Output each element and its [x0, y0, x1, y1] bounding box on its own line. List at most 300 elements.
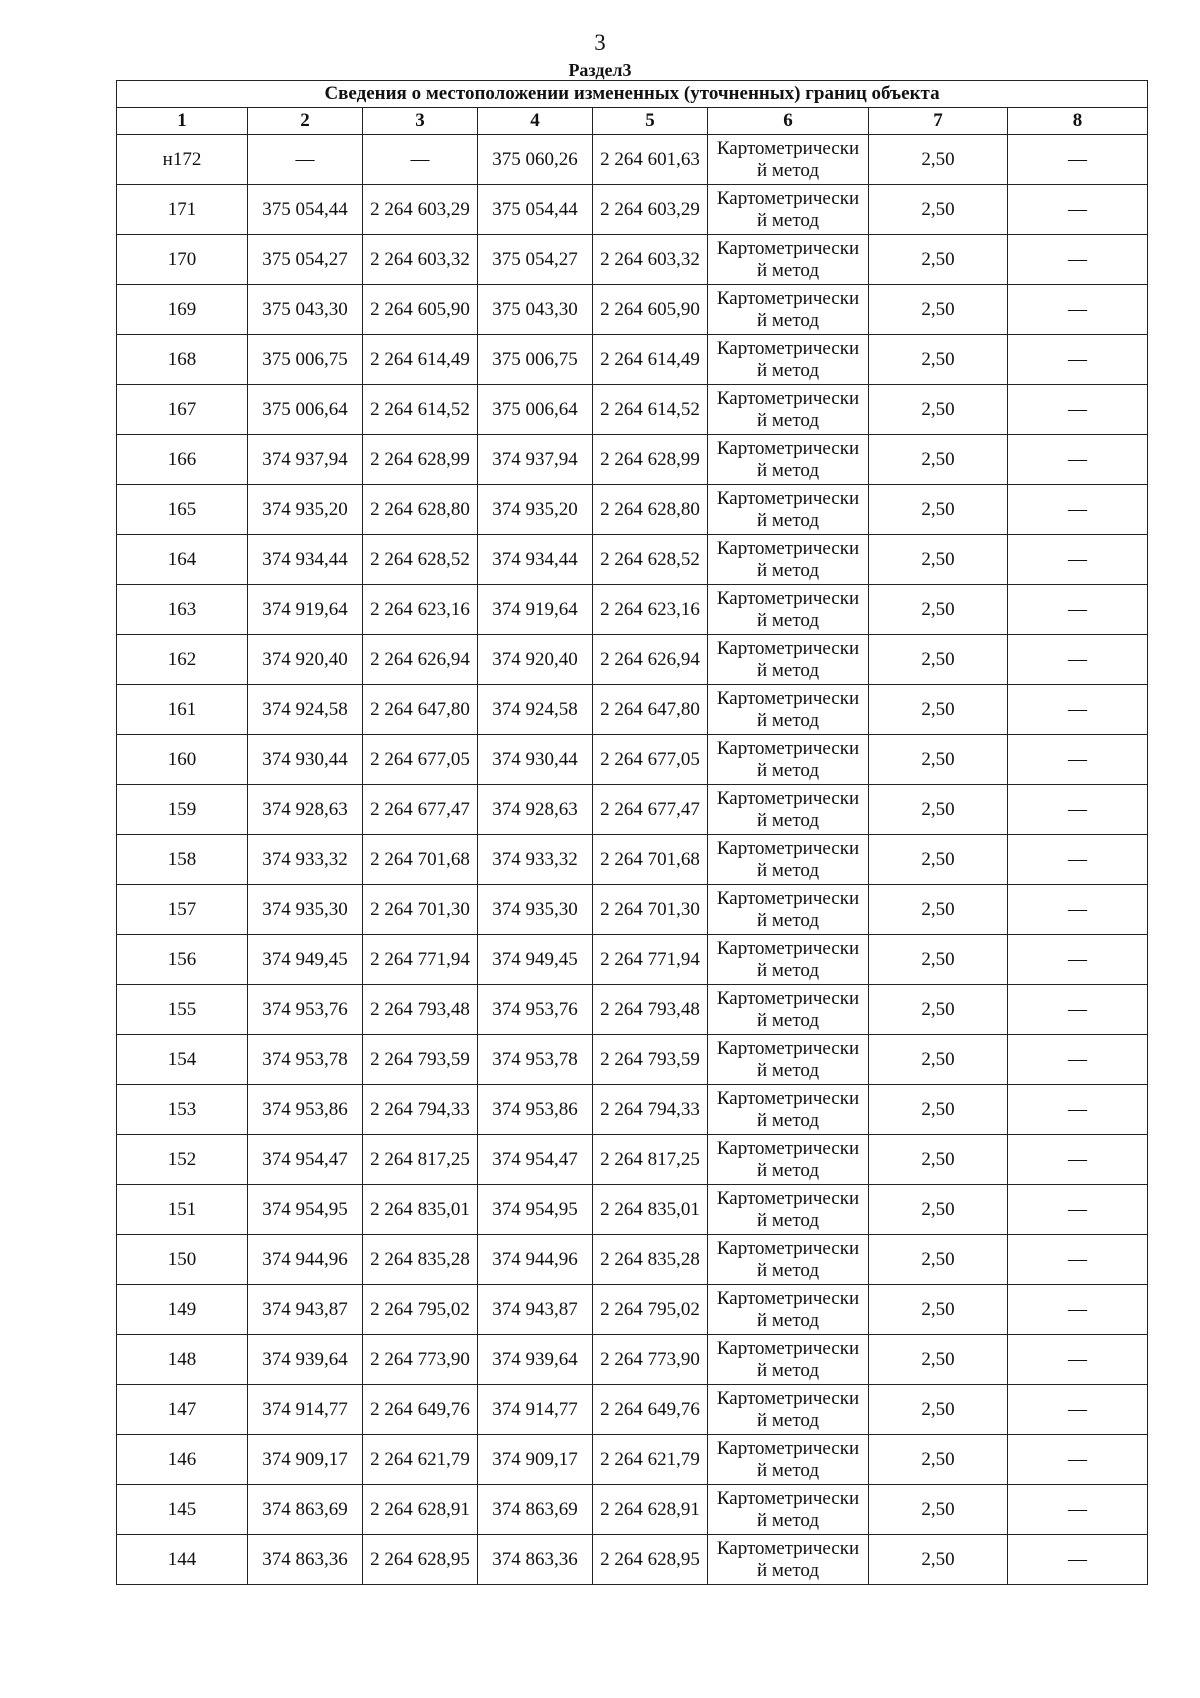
prev-x-cell: 374 933,32 [248, 835, 363, 885]
point-number-cell: 152 [117, 1135, 248, 1185]
prev-x-cell: 374 939,64 [248, 1335, 363, 1385]
method-line: Картометрически [716, 237, 860, 259]
description-cell: — [1008, 1435, 1148, 1485]
table-row [117, 735, 1148, 785]
column-header: 8 [1008, 108, 1148, 135]
method-cell [708, 185, 869, 235]
description-cell: — [1008, 835, 1148, 885]
accuracy-cell: 2,50 [869, 1185, 1008, 1235]
description-cell: — [1008, 1485, 1148, 1535]
new-y-cell: 2 264 628,99 [593, 435, 708, 485]
description-cell: — [1008, 735, 1148, 785]
new-y-cell: 2 264 793,59 [593, 1035, 708, 1085]
table-row [117, 1285, 1148, 1335]
accuracy-cell: 2,50 [869, 585, 1008, 635]
description-cell: — [1008, 1535, 1148, 1585]
new-x-cell: 374 954,95 [478, 1185, 593, 1235]
new-y-cell: 2 264 649,76 [593, 1385, 708, 1435]
method-cell [708, 1385, 869, 1435]
prev-x-cell: 374 953,78 [248, 1035, 363, 1085]
description-cell: — [1008, 435, 1148, 485]
new-x-cell: 374 909,17 [478, 1435, 593, 1485]
method-cell [708, 1285, 869, 1335]
point-number-cell: 151 [117, 1185, 248, 1235]
method-line: й метод [756, 159, 820, 181]
method-cell [708, 885, 869, 935]
accuracy-cell: 2,50 [869, 735, 1008, 785]
prev-x-cell: 374 863,36 [248, 1535, 363, 1585]
method-cell [708, 285, 869, 335]
method-cell [708, 135, 869, 185]
accuracy-cell: 2,50 [869, 1535, 1008, 1585]
method-line: Картометрически [716, 337, 860, 359]
table-row [117, 585, 1148, 635]
prev-x-cell: 374 863,69 [248, 1485, 363, 1535]
method-line: й метод [756, 559, 820, 581]
method-line: й метод [756, 1309, 820, 1331]
prev-y-cell: 2 264 701,68 [363, 835, 478, 885]
new-x-cell: 374 953,76 [478, 985, 593, 1035]
prev-y-cell: 2 264 793,59 [363, 1035, 478, 1085]
method-cell [708, 685, 869, 735]
new-x-cell: 374 930,44 [478, 735, 593, 785]
column-header: 3 [363, 108, 478, 135]
prev-y-cell: 2 264 628,99 [363, 435, 478, 485]
method-line: Картометрически [716, 1337, 860, 1359]
new-x-cell: 375 043,30 [478, 285, 593, 335]
description-cell: — [1008, 535, 1148, 585]
table-row [117, 935, 1148, 985]
column-header: 4 [478, 108, 593, 135]
new-y-cell: 2 264 628,80 [593, 485, 708, 535]
prev-y-cell: 2 264 771,94 [363, 935, 478, 985]
prev-y-cell: 2 264 794,33 [363, 1085, 478, 1135]
new-y-cell: 2 264 701,30 [593, 885, 708, 935]
prev-x-cell: 374 928,63 [248, 785, 363, 835]
point-number-cell: 166 [117, 435, 248, 485]
column-header: 6 [708, 108, 869, 135]
method-line: й метод [756, 1259, 820, 1281]
point-number-cell: н172 [117, 135, 248, 185]
method-line: Картометрически [716, 987, 860, 1009]
table-row [117, 1235, 1148, 1285]
method-line: й метод [756, 1159, 820, 1181]
method-line: й метод [756, 1209, 820, 1231]
prev-y-cell: 2 264 603,32 [363, 235, 478, 285]
method-line: Картометрически [716, 537, 860, 559]
method-line: й метод [756, 659, 820, 681]
new-x-cell: 374 920,40 [478, 635, 593, 685]
description-cell: — [1008, 1235, 1148, 1285]
method-line: й метод [756, 909, 820, 931]
table-row [117, 385, 1148, 435]
method-cell [708, 585, 869, 635]
description-cell: — [1008, 135, 1148, 185]
new-x-cell: 374 935,30 [478, 885, 593, 935]
new-x-cell: 374 928,63 [478, 785, 593, 835]
table-row [117, 335, 1148, 385]
new-x-cell: 374 935,20 [478, 485, 593, 535]
new-y-cell: 2 264 623,16 [593, 585, 708, 635]
prev-x-cell: 375 006,64 [248, 385, 363, 435]
method-cell [708, 385, 869, 435]
method-line: й метод [756, 359, 820, 381]
table-row [117, 1335, 1148, 1385]
method-cell [708, 985, 869, 1035]
point-number-cell: 171 [117, 185, 248, 235]
prev-y-cell: 2 264 628,91 [363, 1485, 478, 1535]
new-x-cell: 375 006,75 [478, 335, 593, 385]
description-cell: — [1008, 1385, 1148, 1435]
method-cell [708, 485, 869, 535]
table-row [117, 835, 1148, 885]
method-line: й метод [756, 1009, 820, 1031]
new-x-cell: 374 953,78 [478, 1035, 593, 1085]
point-number-cell: 157 [117, 885, 248, 935]
method-cell [708, 635, 869, 685]
description-cell: — [1008, 935, 1148, 985]
new-x-cell: 374 937,94 [478, 435, 593, 485]
accuracy-cell: 2,50 [869, 1435, 1008, 1485]
point-number-cell: 146 [117, 1435, 248, 1485]
prev-x-cell: 374 930,44 [248, 735, 363, 785]
new-x-cell: 375 060,26 [478, 135, 593, 185]
new-y-cell: 2 264 601,63 [593, 135, 708, 185]
new-x-cell: 375 054,44 [478, 185, 593, 235]
description-cell: — [1008, 1185, 1148, 1235]
method-cell [708, 1085, 869, 1135]
new-y-cell: 2 264 603,29 [593, 185, 708, 235]
new-y-cell: 2 264 773,90 [593, 1335, 708, 1385]
table-row [117, 985, 1148, 1035]
table-row [117, 135, 1148, 185]
point-number-cell: 147 [117, 1385, 248, 1435]
description-cell: — [1008, 485, 1148, 535]
accuracy-cell: 2,50 [869, 535, 1008, 585]
method-line: й метод [756, 1459, 820, 1481]
method-line: й метод [756, 309, 820, 331]
method-cell [708, 1435, 869, 1485]
description-cell: — [1008, 235, 1148, 285]
prev-y-cell: 2 264 628,80 [363, 485, 478, 535]
prev-x-cell: 374 914,77 [248, 1385, 363, 1435]
new-y-cell: 2 264 835,28 [593, 1235, 708, 1285]
method-line: Картометрически [716, 1487, 860, 1509]
method-cell [708, 1535, 869, 1585]
new-y-cell: 2 264 603,32 [593, 235, 708, 285]
point-number-cell: 159 [117, 785, 248, 835]
prev-x-cell: 375 054,44 [248, 185, 363, 235]
prev-x-cell: 375 054,27 [248, 235, 363, 285]
method-cell [708, 1185, 869, 1235]
point-number-cell: 156 [117, 935, 248, 985]
prev-y-cell: 2 264 835,28 [363, 1235, 478, 1285]
description-cell: — [1008, 385, 1148, 435]
method-line: Картометрически [716, 1137, 860, 1159]
point-number-cell: 150 [117, 1235, 248, 1285]
method-line: й метод [756, 609, 820, 631]
prev-y-cell: 2 264 628,52 [363, 535, 478, 585]
description-cell: — [1008, 635, 1148, 685]
accuracy-cell: 2,50 [869, 685, 1008, 735]
prev-x-cell: 374 953,86 [248, 1085, 363, 1135]
new-x-cell: 374 939,64 [478, 1335, 593, 1385]
accuracy-cell: 2,50 [869, 1035, 1008, 1085]
accuracy-cell: 2,50 [869, 1085, 1008, 1135]
prev-y-cell: 2 264 626,94 [363, 635, 478, 685]
new-x-cell: 374 934,44 [478, 535, 593, 585]
prev-y-cell: 2 264 649,76 [363, 1385, 478, 1435]
accuracy-cell: 2,50 [869, 485, 1008, 535]
accuracy-cell: 2,50 [869, 835, 1008, 885]
accuracy-cell: 2,50 [869, 1235, 1008, 1285]
method-line: Картометрически [716, 187, 860, 209]
new-y-cell: 2 264 614,49 [593, 335, 708, 385]
method-line: Картометрически [716, 937, 860, 959]
prev-x-cell: 374 944,96 [248, 1235, 363, 1285]
table-row [117, 535, 1148, 585]
method-line: й метод [756, 459, 820, 481]
new-x-cell: 374 953,86 [478, 1085, 593, 1135]
method-line: Картометрически [716, 637, 860, 659]
table-row [117, 785, 1148, 835]
accuracy-cell: 2,50 [869, 985, 1008, 1035]
point-number-cell: 148 [117, 1335, 248, 1385]
method-line: Картометрически [716, 1537, 860, 1559]
new-y-cell: 2 264 626,94 [593, 635, 708, 685]
point-number-cell: 163 [117, 585, 248, 635]
section-title: Раздел3 [568, 60, 632, 80]
table-row [117, 435, 1148, 485]
method-cell [708, 1235, 869, 1285]
prev-y-cell: 2 264 623,16 [363, 585, 478, 635]
new-x-cell: 374 863,69 [478, 1485, 593, 1535]
description-cell: — [1008, 1035, 1148, 1085]
method-line: й метод [756, 1509, 820, 1531]
table-body [117, 135, 1148, 1585]
table-row [117, 885, 1148, 935]
accuracy-cell: 2,50 [869, 1285, 1008, 1335]
table-caption: Сведения о местоположении измененных (уточненных) границ объекта [117, 81, 1148, 108]
prev-x-cell: 374 954,47 [248, 1135, 363, 1185]
method-cell [708, 835, 869, 885]
table-row [117, 1185, 1148, 1235]
method-cell [708, 1485, 869, 1535]
description-cell: — [1008, 885, 1148, 935]
new-y-cell: 2 264 793,48 [593, 985, 708, 1035]
point-number-cell: 160 [117, 735, 248, 785]
method-line: й метод [756, 209, 820, 231]
prev-y-cell: 2 264 647,80 [363, 685, 478, 735]
point-number-cell: 165 [117, 485, 248, 535]
method-line: й метод [756, 809, 820, 831]
method-line: Картометрически [716, 837, 860, 859]
prev-y-cell: 2 264 835,01 [363, 1185, 478, 1235]
method-line: Картометрически [716, 287, 860, 309]
point-number-cell: 170 [117, 235, 248, 285]
method-line: й метод [756, 1109, 820, 1131]
accuracy-cell: 2,50 [869, 285, 1008, 335]
accuracy-cell: 2,50 [869, 1335, 1008, 1385]
method-cell [708, 435, 869, 485]
point-number-cell: 149 [117, 1285, 248, 1335]
coordinates-table [116, 80, 1148, 1585]
new-y-cell: 2 264 628,91 [593, 1485, 708, 1535]
method-line: Картометрически [716, 387, 860, 409]
point-number-cell: 154 [117, 1035, 248, 1085]
prev-x-cell: 375 043,30 [248, 285, 363, 335]
method-cell [708, 335, 869, 385]
prev-y-cell: 2 264 621,79 [363, 1435, 478, 1485]
new-y-cell: 2 264 677,05 [593, 735, 708, 785]
method-line: й метод [756, 509, 820, 531]
point-number-cell: 169 [117, 285, 248, 335]
method-line: Картометрически [716, 137, 860, 159]
method-cell [708, 1335, 869, 1385]
prev-y-cell: 2 264 677,47 [363, 785, 478, 835]
accuracy-cell: 2,50 [869, 335, 1008, 385]
table-row [117, 485, 1148, 535]
method-line: й метод [756, 959, 820, 981]
method-line: й метод [756, 1059, 820, 1081]
method-line: Картометрически [716, 1437, 860, 1459]
prev-y-cell: 2 264 817,25 [363, 1135, 478, 1185]
prev-x-cell: 374 924,58 [248, 685, 363, 735]
method-line: Картометрически [716, 787, 860, 809]
new-x-cell: 374 949,45 [478, 935, 593, 985]
method-line: Картометрически [716, 687, 860, 709]
prev-x-cell: 374 919,64 [248, 585, 363, 635]
prev-x-cell: — [248, 135, 363, 185]
new-x-cell: 374 914,77 [478, 1385, 593, 1435]
accuracy-cell: 2,50 [869, 885, 1008, 935]
new-y-cell: 2 264 621,79 [593, 1435, 708, 1485]
accuracy-cell: 2,50 [869, 185, 1008, 235]
accuracy-cell: 2,50 [869, 435, 1008, 485]
prev-y-cell: 2 264 701,30 [363, 885, 478, 935]
point-number-cell: 161 [117, 685, 248, 735]
method-cell [708, 1135, 869, 1185]
point-number-cell: 164 [117, 535, 248, 585]
prev-y-cell: 2 264 605,90 [363, 285, 478, 335]
table-row [117, 1385, 1148, 1435]
column-header: 2 [248, 108, 363, 135]
prev-y-cell: 2 264 614,52 [363, 385, 478, 435]
description-cell: — [1008, 585, 1148, 635]
accuracy-cell: 2,50 [869, 785, 1008, 835]
prev-x-cell: 374 935,30 [248, 885, 363, 935]
column-header: 5 [593, 108, 708, 135]
table-row [117, 635, 1148, 685]
new-y-cell: 2 264 817,25 [593, 1135, 708, 1185]
new-x-cell: 374 919,64 [478, 585, 593, 635]
point-number-cell: 145 [117, 1485, 248, 1535]
method-cell [708, 1035, 869, 1085]
new-x-cell: 374 944,96 [478, 1235, 593, 1285]
description-cell: — [1008, 985, 1148, 1035]
method-line: Картометрически [716, 1037, 860, 1059]
accuracy-cell: 2,50 [869, 635, 1008, 685]
method-line: Картометрически [716, 1087, 860, 1109]
prev-y-cell: 2 264 603,29 [363, 185, 478, 235]
new-x-cell: 374 933,32 [478, 835, 593, 885]
point-number-cell: 153 [117, 1085, 248, 1135]
prev-x-cell: 374 920,40 [248, 635, 363, 685]
prev-x-cell: 374 934,44 [248, 535, 363, 585]
method-cell [708, 785, 869, 835]
table-row [117, 185, 1148, 235]
table-row [117, 285, 1148, 335]
table-row [117, 1035, 1148, 1085]
description-cell: — [1008, 185, 1148, 235]
prev-y-cell: — [363, 135, 478, 185]
method-line: Картометрически [716, 487, 860, 509]
method-line: Картометрически [716, 1187, 860, 1209]
prev-x-cell: 374 953,76 [248, 985, 363, 1035]
method-line: й метод [756, 709, 820, 731]
new-x-cell: 374 863,36 [478, 1535, 593, 1585]
method-line: й метод [756, 859, 820, 881]
accuracy-cell: 2,50 [869, 1385, 1008, 1435]
method-line: й метод [756, 259, 820, 281]
point-number-cell: 162 [117, 635, 248, 685]
new-y-cell: 2 264 701,68 [593, 835, 708, 885]
new-x-cell: 375 006,64 [478, 385, 593, 435]
prev-y-cell: 2 264 795,02 [363, 1285, 478, 1335]
method-line: Картометрически [716, 887, 860, 909]
page-number: 3 [594, 30, 606, 55]
new-y-cell: 2 264 628,95 [593, 1535, 708, 1585]
new-x-cell: 374 943,87 [478, 1285, 593, 1335]
accuracy-cell: 2,50 [869, 1485, 1008, 1535]
new-y-cell: 2 264 771,94 [593, 935, 708, 985]
table-row [117, 1485, 1148, 1535]
prev-y-cell: 2 264 628,95 [363, 1535, 478, 1585]
method-line: й метод [756, 1359, 820, 1381]
method-cell [708, 735, 869, 785]
method-line: Картометрически [716, 1237, 860, 1259]
accuracy-cell: 2,50 [869, 1135, 1008, 1185]
method-line: й метод [756, 409, 820, 431]
accuracy-cell: 2,50 [869, 135, 1008, 185]
method-line: Картометрически [716, 1287, 860, 1309]
accuracy-cell: 2,50 [869, 235, 1008, 285]
method-line: й метод [756, 1559, 820, 1581]
method-line: Картометрически [716, 737, 860, 759]
new-y-cell: 2 264 835,01 [593, 1185, 708, 1235]
description-cell: — [1008, 285, 1148, 335]
table-row [117, 1085, 1148, 1135]
new-y-cell: 2 264 628,52 [593, 535, 708, 585]
column-header: 1 [117, 108, 248, 135]
new-x-cell: 375 054,27 [478, 235, 593, 285]
prev-y-cell: 2 264 677,05 [363, 735, 478, 785]
prev-x-cell: 374 954,95 [248, 1185, 363, 1235]
prev-x-cell: 374 935,20 [248, 485, 363, 535]
point-number-cell: 168 [117, 335, 248, 385]
prev-x-cell: 374 943,87 [248, 1285, 363, 1335]
method-line: Картометрически [716, 437, 860, 459]
table-row [117, 685, 1148, 735]
table-header-row [117, 108, 1148, 135]
description-cell: — [1008, 335, 1148, 385]
prev-y-cell: 2 264 773,90 [363, 1335, 478, 1385]
method-line: й метод [756, 759, 820, 781]
new-y-cell: 2 264 795,02 [593, 1285, 708, 1335]
point-number-cell: 155 [117, 985, 248, 1035]
description-cell: — [1008, 1285, 1148, 1335]
method-line: й метод [756, 1409, 820, 1431]
